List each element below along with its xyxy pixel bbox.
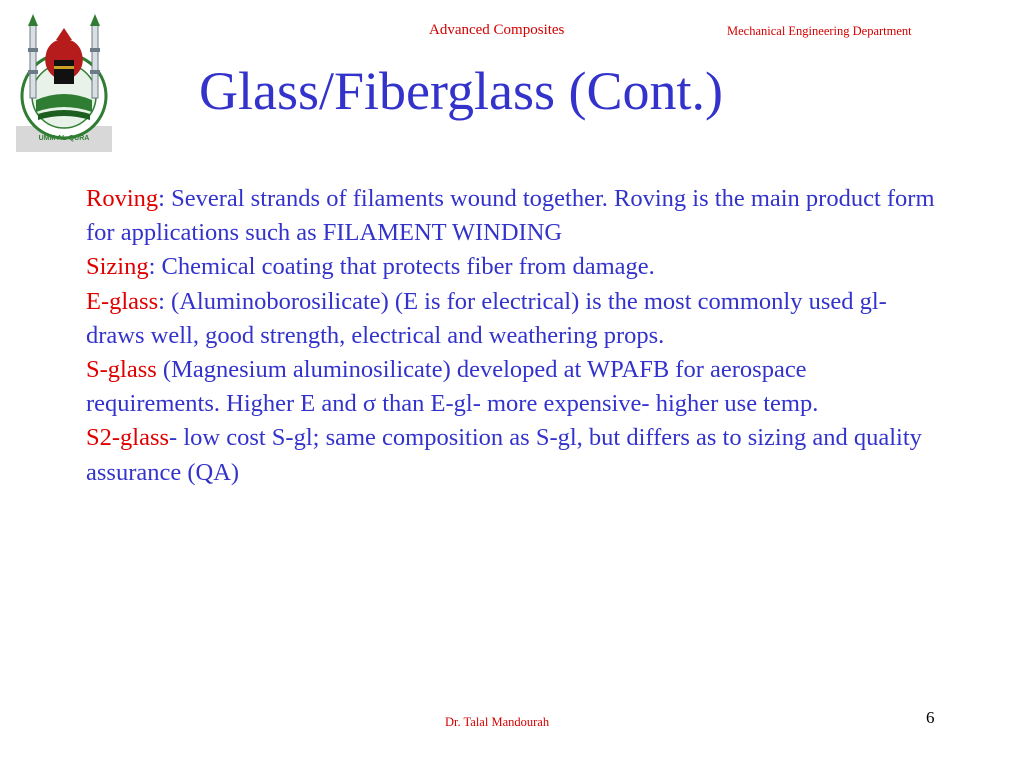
course-title: Advanced Composites <box>429 22 565 38</box>
definition-s-glass <box>86 353 936 421</box>
page-number: 6 <box>926 708 935 727</box>
term-definition: - low cost S-gl; same composition as S-gl, but differs as to sizing and quality assurance (QA) <box>86 424 922 486</box>
university-logo <box>16 14 112 154</box>
department-name: Mechanical Engineering Department <box>727 24 912 38</box>
term-definition: : Chemical coating that protects fiber from damage. <box>148 253 655 281</box>
term-definition: (Magnesium aluminosilicate) developed at WPAFB for aerospace requirements. Higher E and σ than E-gl- more expensive- higher use temp. <box>86 356 819 418</box>
definition-roving <box>86 182 936 250</box>
slide-title: Glass/Fiberglass (Cont.) <box>199 61 723 121</box>
definition-s2-glass <box>86 421 936 489</box>
footer-author: Dr. Talal Mandourah <box>445 715 550 729</box>
term-label: S-glass <box>86 356 157 384</box>
slide-body <box>86 182 936 490</box>
term-label: Sizing <box>86 253 149 281</box>
definition-sizing <box>86 250 936 284</box>
term-label: Roving <box>86 185 159 212</box>
term-definition: : Several strands of filaments wound together. Roving is the main product form for applications such as FILAMENT WINDING <box>86 185 935 247</box>
term-definition: : (Aluminoborosilicate) (E is for electrical) is the most commonly used gl- draws well, good strength, electrical and weathering props. <box>86 287 887 349</box>
definition-e-glass <box>86 285 936 353</box>
svg-text:UMM AL-QURA: UMM AL-QURA <box>38 135 90 142</box>
term-label: E-glass <box>86 287 159 315</box>
term-label: S2-glass <box>86 424 170 452</box>
